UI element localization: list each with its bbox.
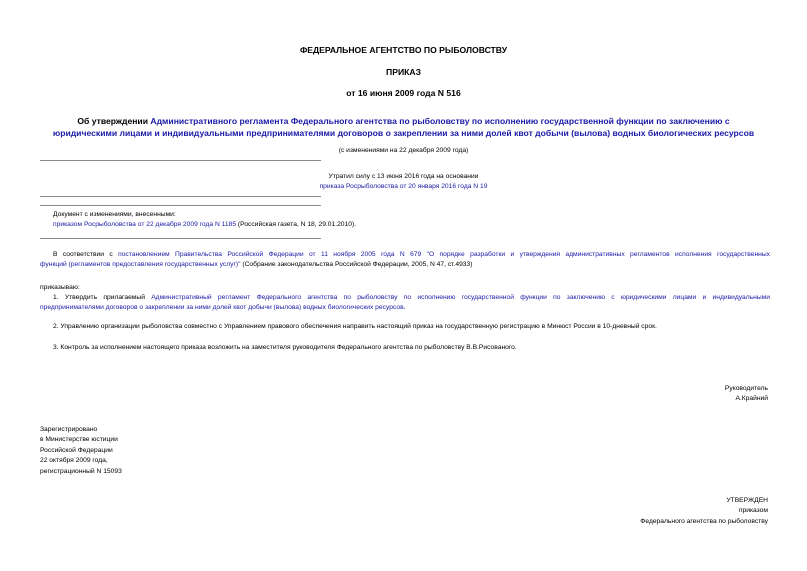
- expired-link[interactable]: приказа Росрыболовства от 20 января 2016 года N 19: [319, 183, 488, 191]
- approved-line: приказом: [738, 507, 768, 515]
- amendments-label: Документ с изменениями, внесенными:: [53, 211, 176, 218]
- item-1-link-part-1[interactable]: Административный регламент Федерального агентства по рыболовству по исполнению государственной функции по заключению с юридическими лицами и индивидуальными: [151, 294, 770, 301]
- approved-line: Федерального агентства по рыболовству: [640, 517, 768, 525]
- item-3: 3. Контроль за исполнением настоящего приказа возложить на заместителя руководителя Федерального агентства по рыболовству В.В.Рисованого.: [53, 344, 517, 351]
- amendments-source: (Российская газета, N 18, 29.01.2010).: [236, 221, 357, 229]
- registration-line: регистрационный N 15093: [40, 467, 122, 475]
- item-1-line-1: [40, 293, 770, 303]
- order-word: приказываю:: [40, 284, 80, 291]
- title-prefix: Об утверждении: [77, 116, 151, 126]
- expired-text: Утратил силу с 13 июня 2016 года на основании: [328, 173, 479, 180]
- divider: [40, 238, 321, 239]
- preamble-line-2: [40, 260, 770, 270]
- registration-line: Зарегистрировано: [40, 426, 98, 433]
- preamble-start: В соответствии с: [53, 251, 119, 258]
- title-line-1: [0, 116, 807, 128]
- approved-line: УТВЕРЖДЕН: [726, 497, 768, 504]
- registration-block: [40, 425, 122, 477]
- amended-note: (с изменениями на 22 декабря 2009 года): [338, 147, 469, 154]
- preamble-link-part-1[interactable]: постановлением Правительства Российской Федерации от 11 ноября 2005 года N 679 "О порядке разработки и утверждения административных регламентов исполнения государственных: [118, 251, 771, 258]
- title-link-part-2[interactable]: юридическими лицами и индивидуальными предпринимателями договоров о закреплении за ними долей квот добычи (вылова) водных биологических ресурсов: [52, 127, 755, 138]
- signature-name: А.Крайний: [735, 395, 768, 403]
- doc-type: ПРИКАЗ: [386, 67, 421, 77]
- item-2: 2. Управлению организации рыболовства совместно с Управлением правового обеспечения направить настоящий приказ на государственную регистрацию в Минюст России в 10-дневный срок.: [53, 323, 657, 330]
- registration-line: 22 октября 2009 года,: [40, 457, 108, 465]
- document-title: [0, 116, 807, 139]
- divider: [40, 160, 321, 161]
- registration-line: в Министерстве юстиции: [40, 436, 118, 444]
- expired-notice: [0, 172, 807, 193]
- signature-position: Руководитель: [724, 385, 768, 392]
- amendments-link[interactable]: приказом Росрыболовства от 22 декабря 2009 года N 1185: [53, 221, 237, 229]
- approved-block: [640, 496, 768, 527]
- title-link-part-1[interactable]: Административного регламента Федерального агентства по рыболовству по исполнению государственной функции по заключению с: [150, 116, 730, 126]
- item-1-end: .: [403, 304, 406, 312]
- preamble: [40, 250, 770, 271]
- item-1: [40, 293, 770, 314]
- divider: [40, 196, 321, 197]
- preamble-end: (Собрание законодательства Российской Федерации, 2005, N 47, ст.4933): [240, 261, 473, 269]
- item-1-line-2: [40, 303, 770, 313]
- divider: [40, 205, 321, 206]
- doc-date-number: от 16 июня 2009 года N 516: [346, 88, 461, 98]
- signature: [725, 384, 768, 405]
- preamble-line-1: [40, 250, 770, 260]
- preamble-link-part-2[interactable]: функций (регламентов предоставления государственных услуг)": [40, 261, 241, 269]
- amendments-block: [53, 210, 753, 231]
- item-1-link-part-2[interactable]: предпринимателями договоров о закреплении за ними долей квот добычи (вылова) водных биологических ресурсов: [40, 304, 404, 312]
- item-1-start: 1. Утвердить прилагаемый: [53, 294, 152, 301]
- registration-line: Российской Федерации: [40, 446, 113, 454]
- agency-name: ФЕДЕРАЛЬНОЕ АГЕНТСТВО ПО РЫБОЛОВСТВУ: [299, 45, 508, 55]
